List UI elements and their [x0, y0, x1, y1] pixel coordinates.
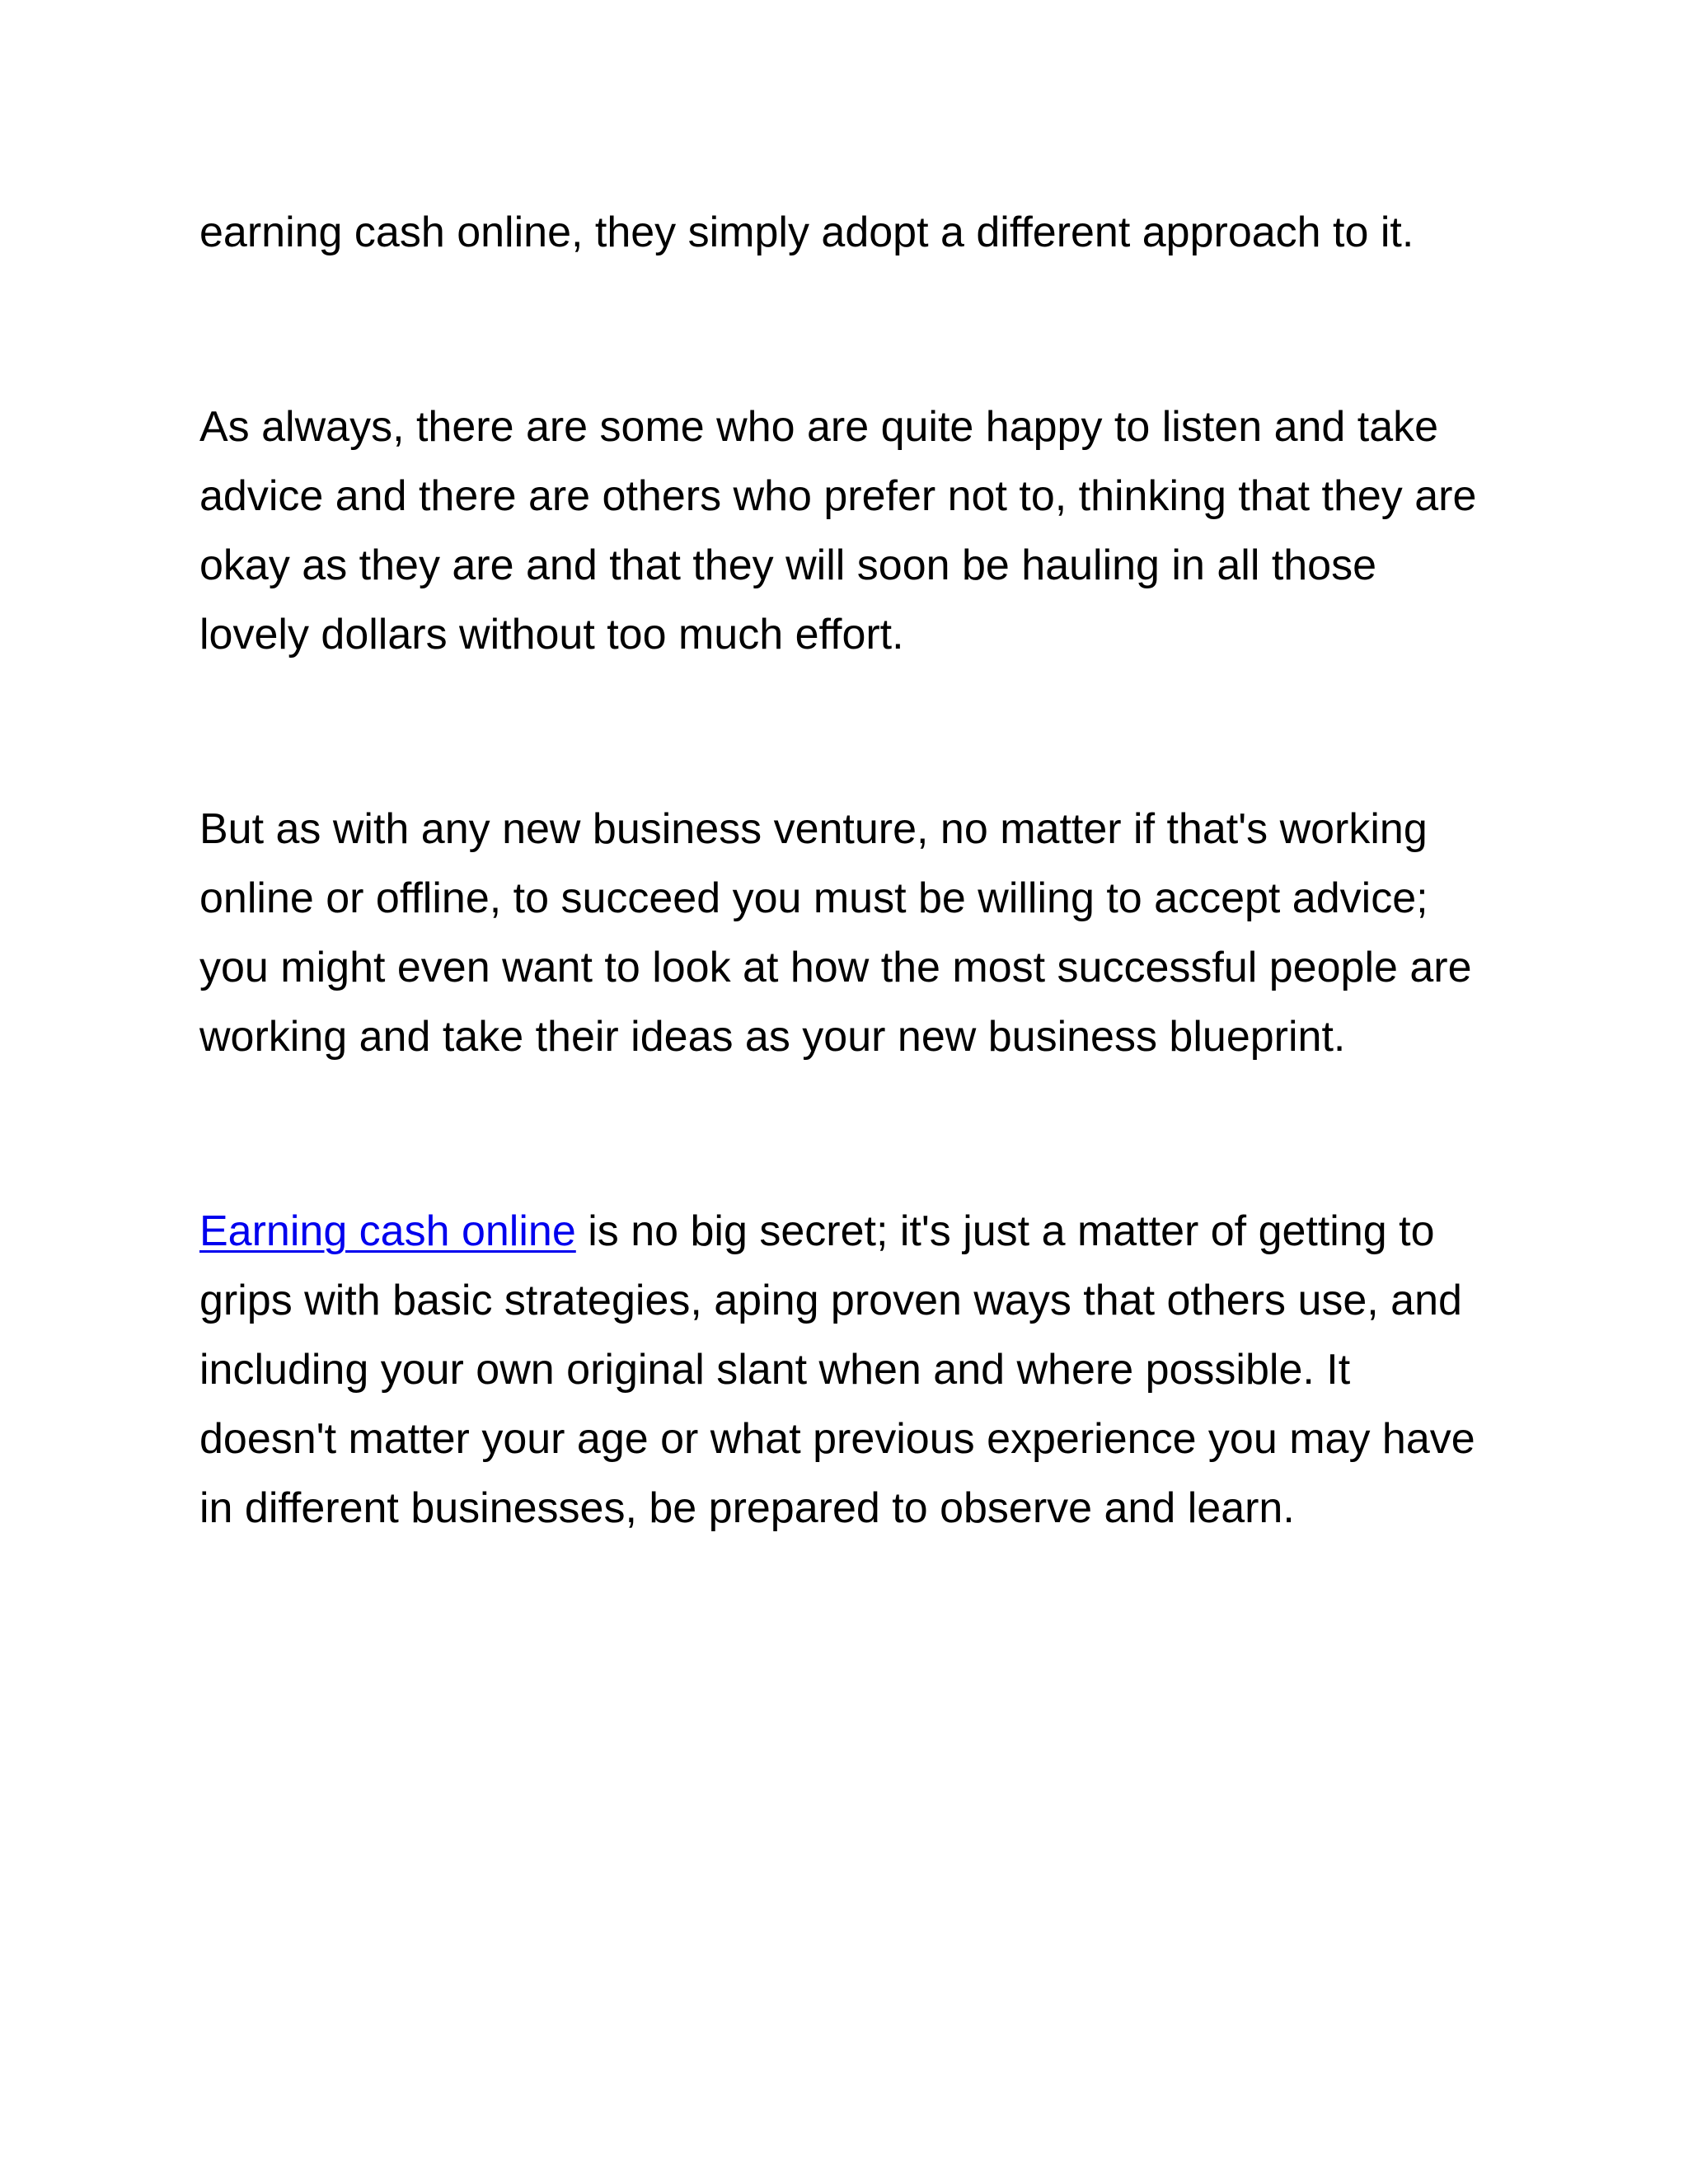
paragraph-3-text: But as with any new business venture, no matter if that's working online or offline, to succeed you must be willing to accept advice; you might even want to look at how the most successful people are working and take their ideas as your new business blueprint. — [199, 805, 1472, 1061]
paragraph-2-text: As always, there are some who are quite happy to listen and take advice and there are others who prefer not to, thinking that they are okay as they are and that they will soon be hauling in all those lovely dollars without too much effort. — [199, 403, 1477, 658]
paragraph-2 — [199, 392, 1485, 669]
earning-cash-online-link[interactable]: Earning cash online — [199, 1207, 576, 1255]
paragraph-3 — [199, 794, 1485, 1071]
document-body — [199, 198, 1485, 1668]
paragraph-4 — [199, 1197, 1485, 1543]
paragraph-1-text: earning cash online, they simply adopt a different approach to it. — [199, 209, 1414, 256]
paragraph-1 — [199, 198, 1485, 267]
paragraph-4-text: is no big secret; it's just a matter of getting to grips with basic strategies, aping proven ways that others use, and including your own original slant when and where possible. It doesn't matter your age or what previous experience you may have in different businesses, be prepared to observe and learn. — [199, 1207, 1475, 1532]
